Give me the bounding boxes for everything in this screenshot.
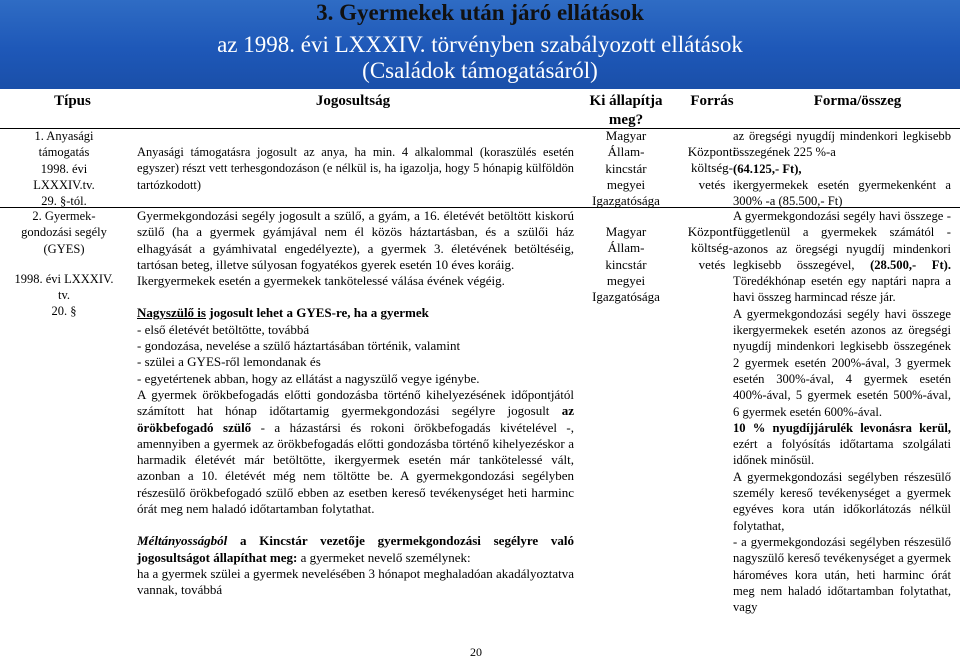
row1-jogosultsag: Anyasági támogatásra jogosult az anya, ha min. 4 alkalommal (koraszülés esetén egyszer) részt vett terhesgondozáson (e nélkül is, ha igazolja, hogy 5 hónapig külföldön tartózkodott): [137, 145, 574, 192]
header-forma: Forma/összeg: [813, 93, 902, 109]
page-number: 20: [470, 645, 482, 659]
row2-jogosultsag: Gyermekgondozási segély jogosult a szülő, a gyám, a 16. életévét betöltött kiskorú szülő (ha a gyermek gyámjával nem él közös háztartásban, és a szülői ház elhagyását a gyámhivatal engedélyezte), a gyermek 3. életévének betöltéséig, tartósan beteg, illetve súlyosan fogyatékos gyerek esetén 10 éves koráig. Ikergyermekek esetén a gyermekek tankötelessé válása évének végéig. Nagyszülő is jogosult lehet a GYES-re, ha a gyermek - első életévét betöltötte, továbbá - gondozása, nevelése a szülő háztartásában történik, valamint - szülei a GYES-ről lemondanak és - egyetértenek abban, hogy az ellátást a nagyszülő vegye igénybe. A gyermek örökbefogadás előtti gondozásba történő kihelyezésének időpontjától számított hat hónap időtartamig gyermekgondozási segélyre jogosult az örökbefogadó szülő - a házastársi és rokoni örökbefogadás kivételével -, amennyiben a gyermek az örökbefogadás előtti gondozásba történő kihelyezéskor a harmadik életévét már betöltötte, ikergyermek esetén már tankötelessé vált, azonban a 10. életévét még nem töltötte be. A gyermekgondozási segélyben részesülő örökbefogadó szülő ebben az esetben kereső tevékenységet heti harminc órát meg nem haladó időtartamban folytathat. Méltányosságból a Kincstár vezetője gyermekgondozási segélyre való jogosultságot állapíthat meg: a gyermeket nevelő személynek: ha a gyermek szülei a gyermek nevelésében 3 hónapot meghaladóan akadályoztatva vannak, továbbá: [137, 208, 574, 598]
row1-forma: az öregségi nyugdíj mindenkori legkisebb összegének 225 %-a (64.125,- Ft), ikergyermekek esetén gyermekenként a 300% -a (85.500,- Ft): [733, 129, 951, 209]
row2-forras: Központi költség- vetés: [687, 224, 737, 272]
title-banner: [0, 0, 960, 89]
header-ki-allapitja: Ki állapítja meg?: [589, 93, 663, 128]
page-title: 3. Gyermekek után járó ellátások: [316, 0, 644, 25]
row2-ki-allapitja: Magyar Állam- kincstár megyei Igazgatósága: [592, 224, 660, 305]
page-subtitle-2: (Családok támogatásáról): [362, 58, 598, 83]
row1-ki-allapitja: Magyar Állam- kincstár megyei Igazgatósága: [592, 128, 660, 209]
row1-tipus: 1. Anyasági támogatás 1998. évi LXXXIV.tv. 29. §-tól.: [33, 129, 95, 209]
header-forras: Forrás: [690, 93, 734, 109]
row1-forras: Központi költség- vetés: [687, 144, 737, 192]
row2-tipus: 2. Gyermek- gondozási segély (GYES) 1998. évi LXXXIV. tv. 20. §: [14, 209, 114, 319]
row2-forma: A gyermekgondozási segély havi összege - függetlenül a gyermekek számától - azonos az öregségi nyugdíj mindenkori legkisebb összegével, (28.500,- Ft). Töredékhónap esetén egy naptári napra a havi összeg harmincad része jár. A gyermekgondozási segély havi összege ikergyermekek esetén azonos az öregségi nyugdíj mindenkori legkisebb összegének 2 gyermek esetén 200%-ával, 3 gyermek esetén 300%-ával, 4 gyermek esetén 400%-ával, 5 gyermek esetén 500%-ával, 6 gyermek esetén 600%-ával. 10 % nyugdíjjárulék levonásra kerül, ezért a folyósítás időtartama szolgálati időnek minősül. A gyermekgondozási segélyben részesülő személy kereső tevékenységet a gyermek egyéves kora után időkorlátozás nélkül folytathat, - a gyermekgondozási segélyben részesülő nagyszülő kereső tevékenységet a gyermek hároméves kora után, heti harminc órát meg nem haladó időtartamban folytathat, vagy: [733, 209, 951, 615]
page-subtitle: az 1998. évi LXXXIV. törvényben szabályozott ellátások: [217, 32, 743, 57]
header-jogosultsag: Jogosultság: [315, 93, 391, 109]
header-tipus: Típus: [54, 93, 91, 109]
